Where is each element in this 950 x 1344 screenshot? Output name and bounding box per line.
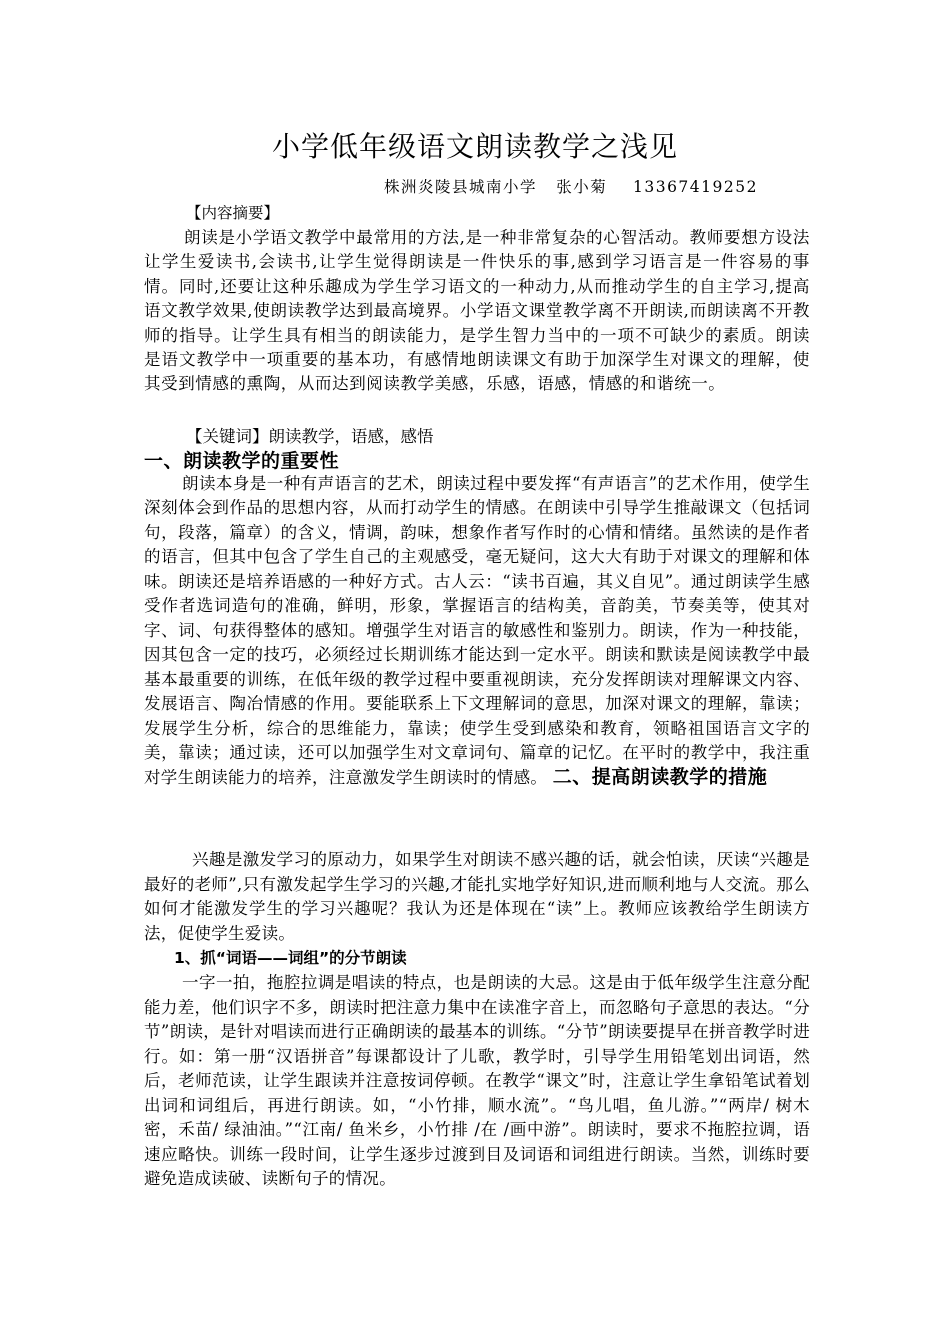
section-1-text: 朗读本身是一种有声语言的艺术，朗读过程中要发挥“有声语言”的艺术作用，使学生深刻体会到作品的思想内容，从而打动学生的情感。在朗读中引导学生推敲课文（包括词句，段落，篇章）的含义，情调，韵味，想象作者写作时的心情和情绪。虽然读的是作者的语言，但其中包含了学生自己的主观感受，毫无疑问，这大大有助于对课文的理解和体味。朗读还是培养语感的一种好方式。古人云：“读书百遍，其义自见”。通过朗读学生感受作者选词造句的准确，鲜明，形象，掌握语言的结构美，音韵美，节奏美等，使其对字、词、句获得整体的感知。增强学生对语言的敏感性和鉴别力。朗读，作为一种技能，因其包含一定的技巧，必须经过长期训练才能达到一定水平。朗读和默读是阅读教学中最基本最重要的训练，在低年级的教学过程中要重视朗读，充分发挥朗读对理解课文内容、发展语言、陶冶情感的作用。要能联系上下文理解词的意思，加深对课文的理解，靠读；发展学生分析，综合的思维能力，靠读；使学生受到感染和教育，领略祖国语言文字的美，靠读；通过读，还可以加强学生对文章词句、篇章的记忆。在平时的教学中，我注重对学生朗读能力的培养，注意激发学生朗读时的情感。 bbox=[144, 474, 810, 788]
abstract-label: 【内容摘要】 bbox=[186, 204, 280, 222]
abstract-text: 朗读是小学语文教学中最常用的方法,是一种非常复杂的心智活动。教师要想方设法让学生爱读书,会读书,让学生觉得朗读是一件快乐的事,感到学习语言是一件容易的事情。同时,还要让这种乐趣成为学生学习语文的一种动力,从而推动学生的自主学习,提高语文教学效果,使朗读教学达到最高境界。小学语文课堂教学离不开朗读,而朗读离不开教师的指导。让学生具有相当的朗读能力，是学生智力当中的一项不可缺少的素质。朗读是语文教学中一项重要的基本功，有感情地朗读课文有助于加深学生对课文的理解，使其受到情感的熏陶，从而达到阅读教学美感，乐感，语感，情感的和谐统一。 bbox=[144, 228, 810, 394]
section-2-paragraph: 兴趣是激发学习的原动力，如果学生对朗读不感兴趣的话，就会怕读，厌读“兴趣是最好的老师”,只有激发起学生学习的兴趣,才能扎实地学好知识,进而顺利地与人交流。那么如何才能激发学生的学习兴趣呢？我认为还是体现在“读”上。教师应该教给学生朗读方法，促使学生爱读。 bbox=[144, 850, 810, 943]
section-1-heading: 一、朗读教学的重要性 bbox=[144, 450, 340, 472]
author-byline: 株洲炎陵县城南小学 张小菊 13367419252 bbox=[384, 178, 758, 196]
subsection-1-paragraph: 一字一拍，拖腔拉调是唱读的特点，也是朗读的大忌。这是由于低年级学生注意分配能力差，他们识字不多，朗读时把注意力集中在读准字音上，而忽略句子意思的表达。“分节”朗读，是针对唱读而进行正确朗读的最基本的训练。“分节”朗读要提早在拼音教学时进行。如：第一册“汉语拼音”每课都设计了儿歌，教学时，引导学生用铅笔划出词语，然后，老师范读，让学生跟读并注意按词停顿。在教学“课文”时，注意让学生拿铅笔试着划出词和词组后，再进行朗读。如，“小竹排，顺水流”。“鸟儿唱，鱼儿游。”“两岸/ 树木密，禾苗/ 绿油油。”“江南/ 鱼米乡，小竹排 /在 /画中游”。朗读时，要求不拖腔拉调，语速应略快。训练一段时间，让学生逐步过渡到目及词语和词组进行朗读。当然，训练时要避免造成读破、读断句子的情况。 bbox=[144, 973, 810, 1188]
document-title: 小学低年级语文朗读教学之浅见 bbox=[271, 130, 678, 163]
subsection-1-heading: 1、抓“词语——词组”的分节朗读 bbox=[174, 949, 407, 967]
section-1-paragraph bbox=[144, 472, 810, 791]
keywords: 【关键词】朗读教学，语感，感悟 bbox=[186, 427, 434, 446]
section-2-heading: 二、提高朗读教学的措施 bbox=[552, 766, 768, 789]
